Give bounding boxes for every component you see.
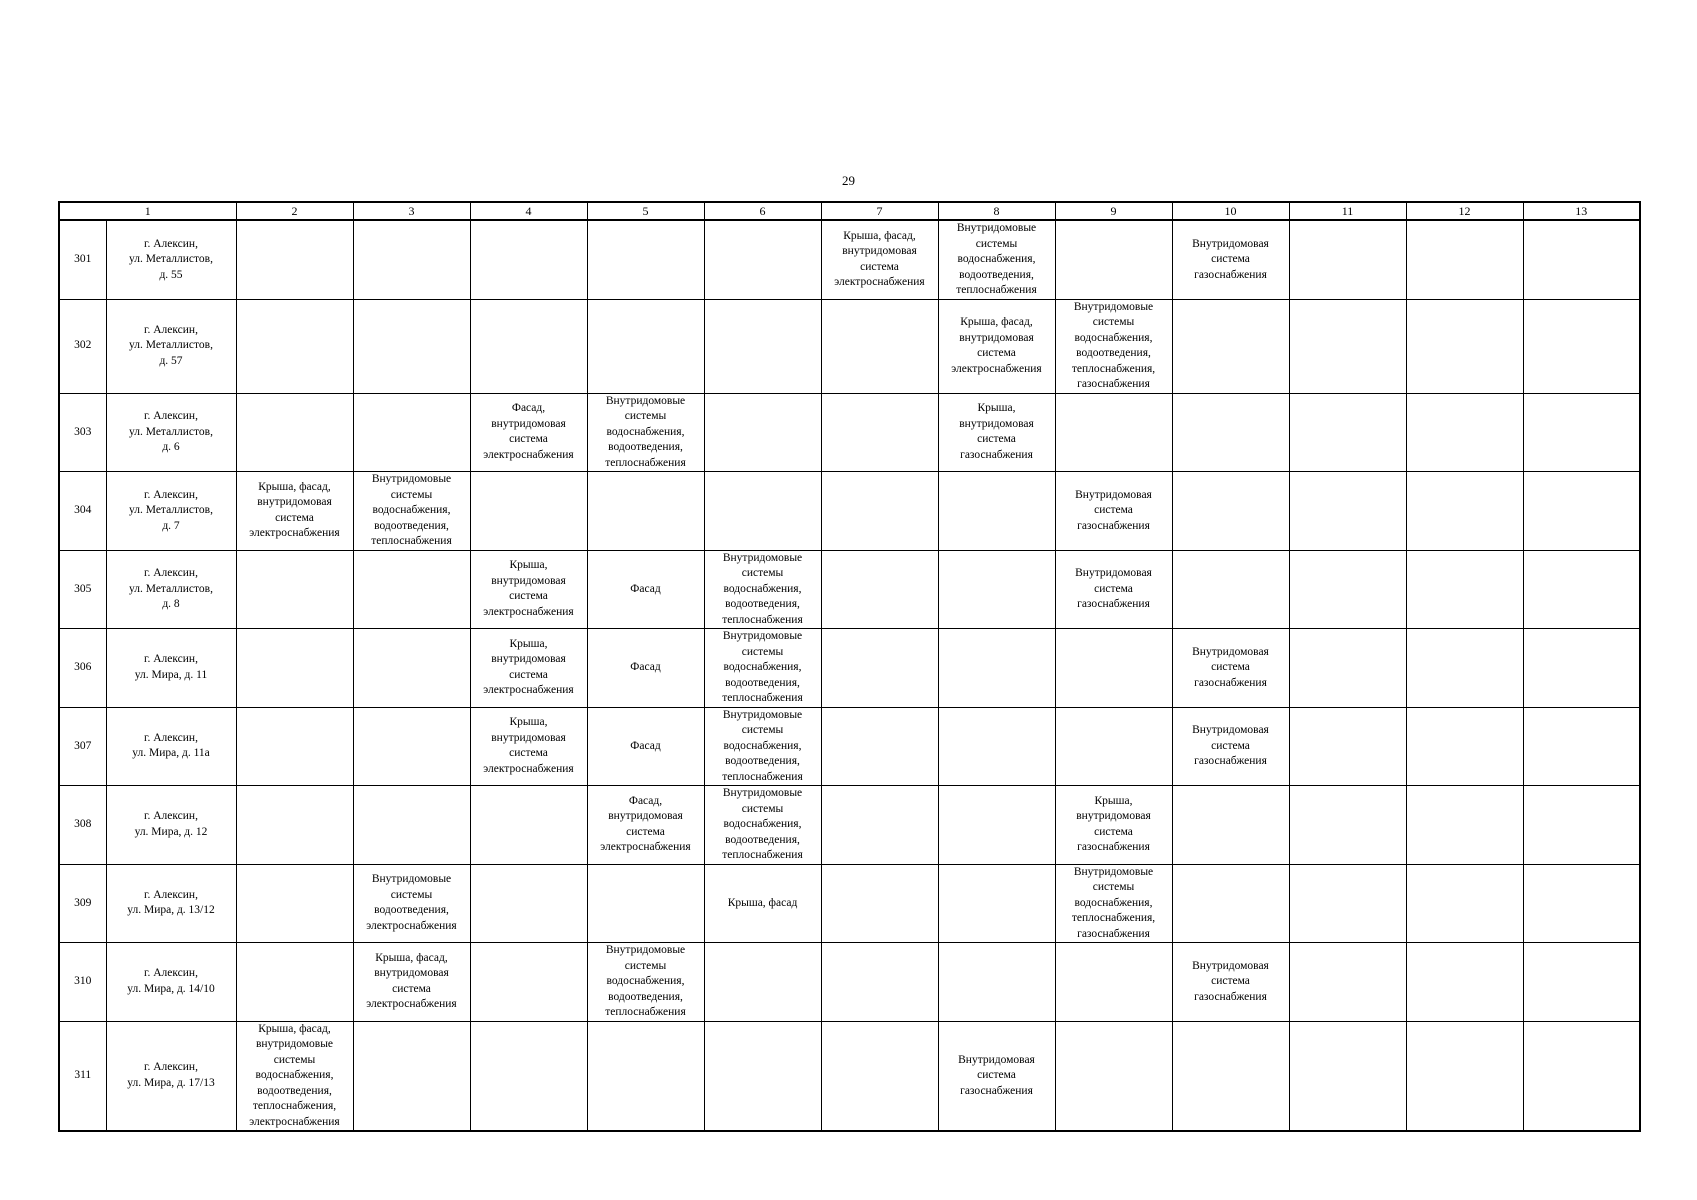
work-cell: Крыша, внутридомовая система электроснабжения (470, 707, 587, 786)
row-number: 310 (59, 943, 106, 1022)
row-number: 302 (59, 299, 106, 393)
address-cell: г. Алексин, ул. Металлистов, д. 8 (106, 550, 236, 629)
work-cell (470, 1021, 587, 1131)
work-cell (1523, 629, 1640, 708)
work-cell (704, 943, 821, 1022)
work-cell: Внутридомовая система газоснабжения (1172, 220, 1289, 299)
work-cell (1523, 299, 1640, 393)
column-header: 4 (470, 202, 587, 220)
column-header: 6 (704, 202, 821, 220)
work-cell (1172, 550, 1289, 629)
work-cell (1406, 943, 1523, 1022)
address-cell: г. Алексин, ул. Мира, д. 14/10 (106, 943, 236, 1022)
column-header: 10 (1172, 202, 1289, 220)
table-row (59, 220, 1640, 299)
work-cell (1289, 707, 1406, 786)
address-cell: г. Алексин, ул. Металлистов, д. 6 (106, 393, 236, 472)
work-cell: Крыша, внутридомовая система газоснабжения (1055, 786, 1172, 865)
work-cell: Внутридомовые системы водоснабжения, водоотведения, теплоснабжения (587, 943, 704, 1022)
work-cell (704, 220, 821, 299)
address-cell: г. Алексин, ул. Металлистов, д. 55 (106, 220, 236, 299)
work-cell (587, 1021, 704, 1131)
address-cell: г. Алексин, ул. Мира, д. 11а (106, 707, 236, 786)
row-number: 311 (59, 1021, 106, 1131)
work-cell: Фасад (587, 707, 704, 786)
work-cell (1172, 1021, 1289, 1131)
work-cell (1523, 786, 1640, 865)
work-cell (1055, 393, 1172, 472)
work-cell (1289, 864, 1406, 943)
work-cell (821, 707, 938, 786)
work-cell: Внутридомовые системы водоотведения, электроснабжения (353, 864, 470, 943)
work-cell (938, 472, 1055, 551)
work-cell (1406, 299, 1523, 393)
work-cell (821, 786, 938, 865)
work-cell: Крыша, фасад, внутридомовая система электроснабжения (938, 299, 1055, 393)
table-row (59, 1021, 1640, 1131)
work-cell (1406, 629, 1523, 708)
work-cell: Внутридомовые системы водоснабжения, водоотведения, теплоснабжения (704, 786, 821, 865)
work-cell (236, 707, 353, 786)
work-cell (236, 943, 353, 1022)
work-cell: Внутридомовые системы водоснабжения, водоотведения, теплоснабжения (704, 550, 821, 629)
work-cell (470, 864, 587, 943)
work-cell (236, 393, 353, 472)
work-cell (236, 864, 353, 943)
work-cell: Фасад (587, 550, 704, 629)
row-number: 309 (59, 864, 106, 943)
work-cell (353, 393, 470, 472)
work-cell: Фасад, внутридомовая система электроснабжения (587, 786, 704, 865)
work-cell (587, 864, 704, 943)
address-cell: г. Алексин, ул. Металлистов, д. 7 (106, 472, 236, 551)
row-number: 308 (59, 786, 106, 865)
work-cell: Крыша, фасад (704, 864, 821, 943)
work-cell (704, 472, 821, 551)
table-row (59, 864, 1640, 943)
table-row (59, 629, 1640, 708)
work-cell: Внутридомовая система газоснабжения (1055, 472, 1172, 551)
work-cell (1172, 393, 1289, 472)
work-cell: Внутридомовые системы водоснабжения, водоотведения, теплоснабжения (704, 629, 821, 708)
column-header: 5 (587, 202, 704, 220)
work-cell (1172, 864, 1289, 943)
work-cell (236, 220, 353, 299)
column-header: 13 (1523, 202, 1640, 220)
work-cell (821, 393, 938, 472)
work-cell (236, 786, 353, 865)
work-cell (938, 550, 1055, 629)
row-number: 307 (59, 707, 106, 786)
work-cell (938, 943, 1055, 1022)
work-cell (1289, 786, 1406, 865)
work-cell (1523, 550, 1640, 629)
work-cell (1055, 943, 1172, 1022)
work-cell: Крыша, фасад, внутридомовая система электроснабжения (236, 472, 353, 551)
work-cell: Внутридомовые системы водоснабжения, водоотведения, теплоснабжения, газоснабжения (1055, 299, 1172, 393)
work-cell (821, 943, 938, 1022)
table-row (59, 393, 1640, 472)
table-row (59, 707, 1640, 786)
work-cell (704, 1021, 821, 1131)
work-cell (1289, 1021, 1406, 1131)
work-cell (1055, 707, 1172, 786)
work-cell: Внутридомовая система газоснабжения (1172, 707, 1289, 786)
work-cell (1289, 943, 1406, 1022)
row-number: 301 (59, 220, 106, 299)
work-cell: Внутридомовые системы водоснабжения, водоотведения, теплоснабжения (353, 472, 470, 551)
column-header: 9 (1055, 202, 1172, 220)
work-cell (938, 707, 1055, 786)
work-cell: Крыша, фасад, внутридомовая система электроснабжения (821, 220, 938, 299)
work-cell (353, 786, 470, 865)
work-cell (1406, 864, 1523, 943)
column-number-row (59, 202, 1640, 220)
work-cell (1406, 707, 1523, 786)
work-cell (1289, 299, 1406, 393)
work-cell (704, 393, 821, 472)
work-cell: Внутридомовые системы водоснабжения, водоотведения, теплоснабжения (938, 220, 1055, 299)
work-cell (1289, 472, 1406, 551)
work-cell (353, 220, 470, 299)
column-header: 2 (236, 202, 353, 220)
column-header: 12 (1406, 202, 1523, 220)
work-cell (821, 472, 938, 551)
work-cell: Внутридомовые системы водоснабжения, теплоснабжения, газоснабжения (1055, 864, 1172, 943)
work-cell (821, 1021, 938, 1131)
address-cell: г. Алексин, ул. Металлистов, д. 57 (106, 299, 236, 393)
work-cell (353, 1021, 470, 1131)
work-cell (821, 629, 938, 708)
work-cell (587, 220, 704, 299)
work-cell (1523, 472, 1640, 551)
work-cell (1523, 220, 1640, 299)
work-cell (938, 786, 1055, 865)
table-row (59, 299, 1640, 393)
work-cell (821, 550, 938, 629)
work-cell (470, 943, 587, 1022)
work-cell: Внутридомовая система газоснабжения (1172, 629, 1289, 708)
work-cell (1523, 943, 1640, 1022)
work-cell (1523, 707, 1640, 786)
work-cell (587, 299, 704, 393)
work-cell (1289, 550, 1406, 629)
work-cell (1055, 629, 1172, 708)
work-cell (470, 299, 587, 393)
work-cell (1289, 220, 1406, 299)
work-cell (1406, 472, 1523, 551)
work-cell: Крыша, внутридомовая система электроснабжения (470, 629, 587, 708)
work-cell (470, 472, 587, 551)
work-cell (1406, 786, 1523, 865)
row-number: 304 (59, 472, 106, 551)
work-cell (1523, 864, 1640, 943)
table-row (59, 550, 1640, 629)
column-header: 7 (821, 202, 938, 220)
address-cell: г. Алексин, ул. Мира, д. 11 (106, 629, 236, 708)
work-cell (470, 220, 587, 299)
address-cell: г. Алексин, ул. Мира, д. 12 (106, 786, 236, 865)
work-cell (1406, 393, 1523, 472)
work-cell: Крыша, фасад, внутридомовые системы водоснабжения, водоотведения, теплоснабжения, электроснабжения (236, 1021, 353, 1131)
page-number: 29 (842, 173, 855, 188)
work-cell (704, 299, 821, 393)
work-cell (1523, 1021, 1640, 1131)
work-cell (236, 629, 353, 708)
work-cell (1055, 1021, 1172, 1131)
work-cell (353, 299, 470, 393)
column-header: 1 (59, 202, 236, 220)
work-cell (236, 299, 353, 393)
row-number: 305 (59, 550, 106, 629)
work-cell: Внутридомовая система газоснабжения (1172, 943, 1289, 1022)
row-number: 306 (59, 629, 106, 708)
address-cell: г. Алексин, ул. Мира, д. 13/12 (106, 864, 236, 943)
work-cell (1406, 1021, 1523, 1131)
work-cell (353, 550, 470, 629)
work-cell (353, 707, 470, 786)
column-header: 11 (1289, 202, 1406, 220)
work-cell: Крыша, фасад, внутридомовая система электроснабжения (353, 943, 470, 1022)
table-row (59, 472, 1640, 551)
work-cell (938, 629, 1055, 708)
table-body (59, 220, 1640, 1131)
address-cell: г. Алексин, ул. Мира, д. 17/13 (106, 1021, 236, 1131)
table-row (59, 943, 1640, 1022)
work-cell (1172, 299, 1289, 393)
capital-repair-schedule-table (58, 201, 1641, 1132)
work-cell (938, 864, 1055, 943)
work-cell (821, 299, 938, 393)
work-cell: Крыша, внутридомовая система электроснабжения (470, 550, 587, 629)
column-header: 3 (353, 202, 470, 220)
work-cell (821, 864, 938, 943)
work-cell (1055, 220, 1172, 299)
work-cell (1406, 220, 1523, 299)
work-cell (1289, 629, 1406, 708)
work-cell (470, 786, 587, 865)
work-cell: Крыша, внутридомовая система газоснабжения (938, 393, 1055, 472)
work-cell (587, 472, 704, 551)
work-cell: Фасад, внутридомовая система электроснабжения (470, 393, 587, 472)
work-cell: Внутридомовая система газоснабжения (1055, 550, 1172, 629)
work-cell: Внутридомовая система газоснабжения (938, 1021, 1055, 1131)
work-cell (1523, 393, 1640, 472)
work-cell (1172, 472, 1289, 551)
table-row (59, 786, 1640, 865)
work-cell (1172, 786, 1289, 865)
work-cell: Фасад (587, 629, 704, 708)
work-cell: Внутридомовые системы водоснабжения, водоотведения, теплоснабжения (704, 707, 821, 786)
work-cell: Внутридомовые системы водоснабжения, водоотведения, теплоснабжения (587, 393, 704, 472)
work-cell (1406, 550, 1523, 629)
column-header: 8 (938, 202, 1055, 220)
work-cell (236, 550, 353, 629)
work-cell (1289, 393, 1406, 472)
row-number: 303 (59, 393, 106, 472)
work-cell (353, 629, 470, 708)
